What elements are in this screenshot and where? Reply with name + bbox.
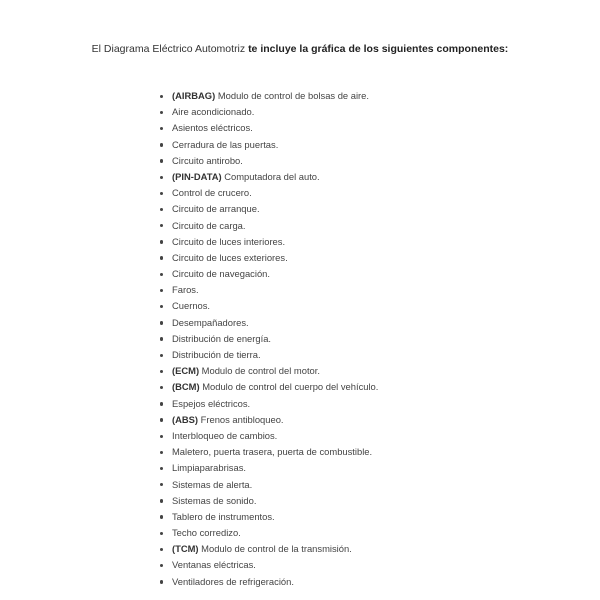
component-description: Asientos eléctricos. — [172, 122, 253, 134]
list-item — [160, 541, 378, 557]
component-description: Desempañadores. — [172, 316, 249, 328]
bullet-icon — [160, 273, 163, 276]
bullet-icon — [160, 564, 163, 567]
bullet-icon — [160, 580, 163, 583]
bullet-icon — [160, 418, 163, 421]
bullet-icon — [160, 127, 163, 130]
list-item — [160, 169, 378, 185]
intro-paragraph — [60, 41, 540, 57]
bullet-icon — [160, 159, 163, 162]
list-item — [160, 298, 378, 314]
bullet-icon — [160, 386, 163, 389]
list-item — [160, 201, 378, 217]
component-description: Circuito de luces interiores. — [172, 235, 286, 247]
intro-plain-text: El Diagrama Eléctrico Automotriz — [91, 43, 249, 55]
component-description: Aire acondicionado. — [172, 106, 255, 118]
bullet-icon — [160, 321, 163, 324]
component-code: (AIRBAG) — [172, 90, 216, 101]
bullet-icon — [160, 95, 163, 98]
component-description: Modulo de control de bolsas de aire. — [215, 90, 369, 101]
list-item — [160, 379, 378, 395]
bullet-icon — [160, 256, 163, 259]
component-code: (ECM) — [172, 365, 200, 377]
bullet-icon — [160, 548, 163, 551]
bullet-icon — [160, 483, 163, 486]
bullet-icon — [160, 370, 163, 373]
component-description: Modulo de control del cuerpo del vehículo. — [199, 381, 379, 393]
component-code: (ABS) — [172, 413, 199, 425]
list-item — [160, 185, 378, 201]
list-item — [160, 218, 378, 234]
list-item — [160, 282, 378, 298]
component-description: Circuito de navegación. — [172, 268, 270, 280]
bullet-icon — [160, 240, 163, 243]
list-item — [160, 266, 378, 282]
component-description: Distribución de energía. — [172, 332, 272, 344]
bullet-icon — [160, 337, 163, 340]
list-item — [160, 234, 378, 250]
list-item — [160, 153, 378, 169]
list-item — [160, 574, 378, 590]
list-item — [160, 477, 378, 493]
component-description: Circuito antirobo. — [172, 154, 243, 166]
component-description: Cuernos. — [172, 300, 211, 312]
component-code: (BCM) — [172, 381, 200, 393]
component-description: Maletero, puerta trasera, puerta de combustible. — [172, 446, 373, 458]
component-description: Limpiaparabrisas. — [172, 462, 246, 474]
bullet-icon — [160, 435, 163, 438]
bullet-icon — [160, 208, 163, 211]
component-description: Interbloqueo de cambios. — [172, 429, 278, 441]
list-item — [160, 331, 378, 347]
bullet-icon — [160, 532, 163, 535]
bullet-icon — [160, 289, 163, 292]
component-description: Circuito de arranque. — [172, 203, 260, 215]
bullet-icon — [160, 467, 163, 470]
component-description: Cerradura de las puertas. — [172, 138, 279, 150]
component-code: (TCM) — [172, 543, 199, 555]
component-description: Ventanas eléctricas. — [172, 559, 256, 571]
list-item — [160, 250, 378, 266]
list-item — [160, 363, 378, 379]
bullet-icon — [160, 176, 163, 179]
bullet-icon — [160, 111, 163, 114]
bullet-icon — [160, 451, 163, 454]
component-description: Faros. — [172, 284, 199, 296]
component-description: Distribución de tierra. — [172, 349, 261, 360]
bullet-icon — [160, 224, 163, 227]
bullet-icon — [160, 192, 163, 195]
list-item — [160, 396, 378, 412]
bullet-icon — [160, 402, 163, 405]
component-description: Circuito de carga. — [172, 219, 246, 231]
bullet-icon — [160, 143, 163, 146]
bullet-icon — [160, 499, 163, 502]
list-item — [160, 444, 378, 460]
list-item — [160, 412, 378, 428]
component-description: Modulo de control de la transmisión. — [198, 543, 352, 555]
list-item — [160, 525, 378, 541]
list-item — [160, 428, 378, 444]
component-code: (PIN-DATA) — [172, 170, 222, 182]
component-description: Techo corredizo. — [172, 527, 241, 539]
component-list — [160, 88, 378, 590]
list-item — [160, 120, 378, 136]
list-item — [160, 137, 378, 153]
component-description: Modulo de control del motor. — [199, 365, 320, 377]
component-description: Control de crucero. — [172, 187, 252, 199]
component-description: Sistemas de alerta. — [172, 478, 253, 490]
component-description: Espejos eléctricos. — [172, 397, 251, 409]
list-item — [160, 493, 378, 509]
component-description: Sistemas de sonido. — [172, 494, 257, 506]
component-description: Ventiladores de refrigeración. — [172, 575, 294, 587]
component-description: Frenos antibloqueo. — [198, 413, 284, 425]
bullet-icon — [160, 515, 163, 518]
list-item — [160, 460, 378, 476]
intro-bold-text: te incluye la gráfica de los siguientes componentes: — [248, 43, 509, 55]
component-description: Tablero de instrumentos. — [172, 510, 275, 522]
list-item — [160, 347, 378, 363]
list-item — [160, 88, 378, 104]
list-item — [160, 104, 378, 120]
component-description: Circuito de luces exteriores. — [172, 251, 288, 263]
bullet-icon — [160, 305, 163, 308]
list-item — [160, 557, 378, 573]
list-item — [160, 509, 378, 525]
bullet-icon — [160, 354, 163, 357]
list-item — [160, 315, 378, 331]
component-description: Computadora del auto. — [221, 170, 320, 182]
